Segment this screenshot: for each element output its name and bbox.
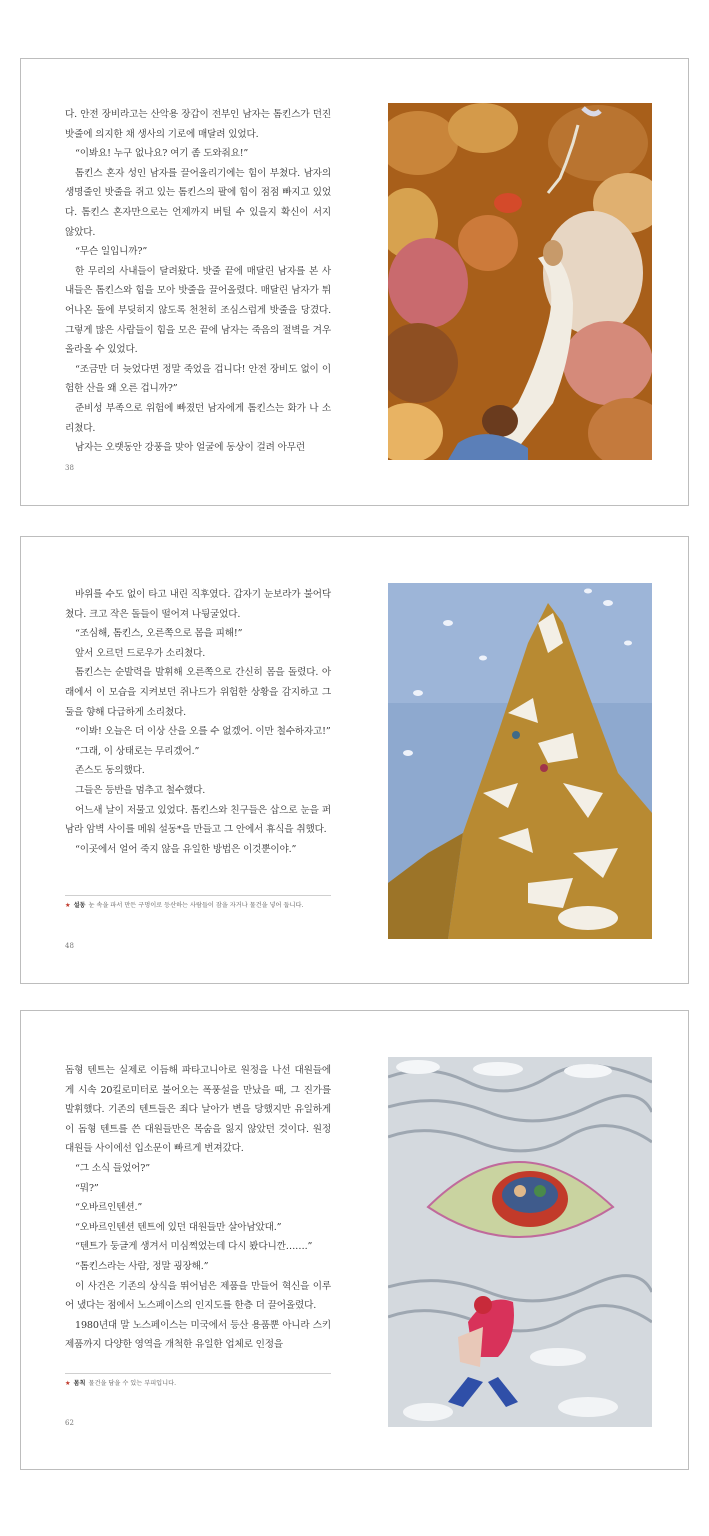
paragraph: “조심해, 톰킨스, 오른쪽으로 몸을 피해!” [75,628,243,640]
paragraph: “그래, 이 상태로는 무리겠어.” [75,745,200,757]
paragraph: 준비성 부족으로 위험에 빠졌던 남자에게 톰킨스는 화가 나 소리쳤다. [65,402,331,434]
paragraph: “뭐?” [75,1182,99,1194]
paragraph: “무슨 일입니까?” [75,246,148,258]
body-text [65,105,331,458]
paragraph: 한 무리의 사내들이 달려왔다. 밧줄 끝에 매달린 남자를 본 사내들은 톰킨스와 힘을 모아 밧줄을 끌어올렸다. 매달린 남자가 튀어나온 돌에 부딪히지 않도록 천천히 조심스럽게 밧줄을 당겼다. 그렇게 많은 사람들이 힘을 모은 끝에 남자는 죽음의 절벽을 겨우 올라올 수 있었다. [65,265,331,356]
paragraph: “그 소식 들었어?” [75,1162,151,1174]
book-spread-page-62 [20,1010,689,1470]
paragraph: “텐트가 둥글게 생겨서 미심쩍었는데 다시 봤다니깐…….” [75,1241,313,1253]
footnote-term: 설동 [73,902,86,909]
paragraph: 톰킨스 혼자 성인 남자를 끌어올리기에는 힘이 부쳤다. 남자의 생명줄인 밧줄을 쥐고 있는 톰킨스의 팔에 힘이 점점 빠지고 있었다. 톰킨스 혼자만으로는 언제까지 버틸 수 있을지 확신이 서지 않았다. [65,167,331,238]
page-number: 62 [65,1419,74,1427]
page-number: 48 [65,942,74,950]
illustration-dome-tent-in-storm [388,1057,652,1427]
paragraph: 톰킨스는 순발력을 발휘해 오른쪽으로 간신히 몸을 돌렸다. 아래에서 이 모습을 지켜보던 쥐나드가 위험한 상황을 감지하고 그 둘을 향해 다급하게 소리쳤다. [65,667,331,718]
paragraph: “오바르인텐션.” [75,1202,143,1214]
paragraph: 1980년대 말 노스페이스는 미국에서 등산 용품뿐 아니라 스키 제품까지 다양한 영역을 개척한 유일한 업체로 인정을 [65,1319,331,1351]
paragraph: 이 사건은 기존의 상식을 뛰어넘은 제품을 만들어 혁신을 이루어 냈다는 점에서 노스페이스의 인지도를 한층 더 끌어올렸다. [65,1280,331,1312]
paragraph: “조금만 더 늦었다면 정말 죽었을 겁니다! 안전 장비도 없이 이 험한 산을 왜 오른 겁니까?” [65,363,331,395]
footnote-text: 물건을 담을 수 있는 부피입니다. [88,1380,177,1387]
illustration-climber-on-rocks [388,103,652,460]
footnote-text: 눈 속을 파서 만든 구멍이로 등산하는 사람들이 잠을 자거나 물건을 넣어 둡니다. [88,902,304,909]
illustration-artwork [388,103,652,460]
footnote-star-icon: ★ [65,1380,71,1387]
footnote-term: 몸칙 [73,1380,86,1387]
paragraph: “오바르인텐션 텐트에 있던 대원들만 살아남았대.” [75,1221,282,1233]
paragraph: 앞서 오르던 드로우가 소리쳤다. [75,647,206,659]
paragraph: “이곳에서 얼어 죽지 않을 유일한 방법은 이것뿐이야.” [75,843,297,855]
illustration-artwork [388,583,652,939]
paragraph: 남자는 오랫동안 강풍을 맞아 얼굴에 동상이 걸려 아무런 [75,442,306,454]
paragraph: 다. 안전 장비라고는 산악용 장갑이 전부인 남자는 톰킨스가 던진 밧줄에 의지한 채 생사의 기로에 매달려 있었다. [65,109,331,140]
body-text [65,585,331,859]
paragraph: 존스도 동의했다. [75,765,145,777]
footnote-star-icon: ★ [65,902,71,909]
footnote [65,1373,331,1388]
book-spread-page-48 [20,536,689,984]
book-spread-page-38 [20,58,689,506]
illustration-mountain-peak [388,583,652,939]
paragraph: “톰킨스라는 사람, 정말 굉장해.” [75,1260,209,1272]
paragraph: 돔형 텐트는 실제로 이듬해 파타고니아로 원정을 나선 대원들에게 시속 20킬로미터로 불어오는 폭풍설을 만났을 때, 그 진가를 발휘했다. 기존의 텐트들은 죄다 날아가 변을 당했지만 유일하게 이 돔형 텐트를 쓴 대원들만은 목숨을 잃지 않았던 것이다. 원정 대원들 사이에선 입소문이 빠르게 번져갔다. [65,1065,331,1155]
paragraph: “이봐요! 누구 없나요? 여기 좀 도와줘요!” [75,148,249,160]
footnote [65,895,331,910]
paragraph: “이봐! 오늘은 더 이상 산을 오를 수 없겠어. 이만 철수하자고!” [75,726,331,738]
paragraph: 어느새 날이 저물고 있었다. 톰킨스와 친구들은 삽으로 눈을 퍼 남라 암벽 사이를 메워 설동*을 만들고 그 안에서 휴식을 취했다. [65,804,331,836]
paragraph: 바위를 수도 없이 타고 내린 직후였다. 갑자기 눈보라가 불어닥쳤다. 크고 작은 돌들이 떨어져 나뒹굴었다. [65,589,331,620]
illustration-artwork [388,1057,652,1427]
paragraph: 그들은 등반을 멈추고 철수했다. [75,784,206,796]
body-text [65,1061,331,1355]
page-number: 38 [65,464,74,472]
